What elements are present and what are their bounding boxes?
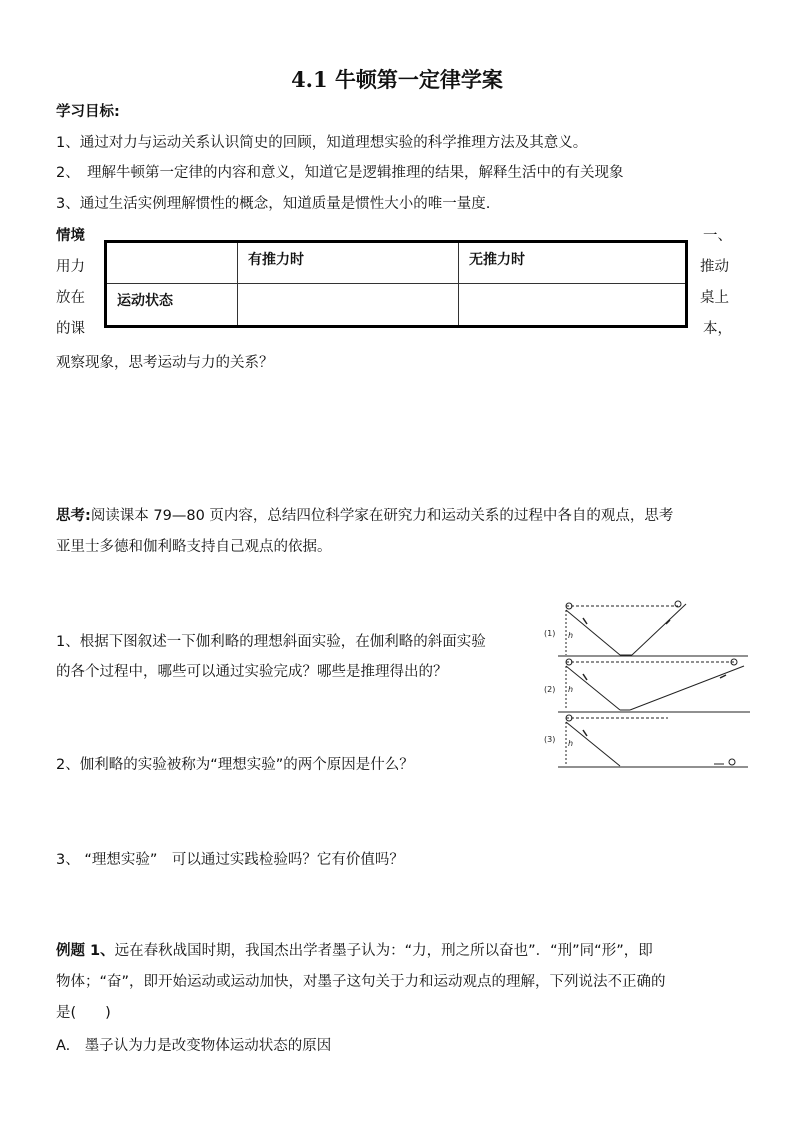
- scenario-right-3: 桌上: [700, 290, 729, 306]
- objective-3: 3、通过生活实例理解惯性的概念，知道质量是惯性大小的唯一量度.: [56, 196, 491, 212]
- objective-2: 2、 理解牛顿第一定律的内容和意义，知道它是逻辑推理的结果，解释生活中的有关现象: [56, 165, 624, 181]
- table-row-label: 运动状态: [106, 284, 238, 327]
- question-1-line-1: 1、根据下图叙述一下伽利略的理想斜面实验，在伽利略的斜面实验: [56, 634, 486, 650]
- panel-2-right-slope: [630, 666, 744, 710]
- scenario-right-1: 一、: [703, 228, 732, 244]
- think-label: 思考:: [56, 508, 91, 524]
- panel-1-left-slope: [566, 610, 620, 655]
- panel-3-ball-end: [729, 759, 735, 765]
- objective-1: 1、通过对力与运动关系认识简史的回顾，知道理想实验的科学推理方法及其意义。: [56, 135, 588, 151]
- think-text: 阅读课本 79—80 页内容，总结四位科学家在研究力和运动关系的过程中各自的观点，思考: [90, 508, 674, 524]
- panel-1-arrow-down: [583, 618, 587, 624]
- page-title: 4.1 牛顿第一定律学案: [291, 67, 503, 92]
- scenario-tail: 观察现象，思考运动与力的关系？: [56, 355, 274, 371]
- example-line-3: 是( ): [56, 1005, 111, 1021]
- galileo-incline-figure: [538, 598, 752, 772]
- table-header-with-force: 有推力时: [238, 242, 459, 284]
- panel-2-height-symbol: h: [568, 685, 574, 694]
- panel-3-label: (3): [544, 735, 556, 744]
- scenario-left-2: 用力: [56, 259, 85, 275]
- panel-1-right-slope: [632, 604, 686, 655]
- example-option-a[interactable]: A. 墨子认为力是改变物体运动状态的原因: [56, 1038, 332, 1054]
- scenario-right-2: 推动: [700, 259, 729, 275]
- scenario-right-4: 本，: [703, 321, 732, 337]
- question-1-line-2: 的各个过程中，哪些可以通过实验完成？哪些是推理得出的？: [56, 664, 448, 680]
- question-3: 3、 “理想实验” 可以通过实践检验吗？它有价值吗？: [56, 852, 404, 868]
- question-2: 2、伽利略的实验被称为“理想实验”的两个原因是什么？: [56, 757, 414, 773]
- panel-2-arrow-down: [583, 674, 587, 680]
- think-line-2: 亚里士多德和伽利略支持自己观点的依据。: [56, 539, 332, 555]
- table-header-blank: [106, 242, 238, 284]
- panel-3-height-symbol: h: [568, 739, 574, 748]
- panel-2-label: (2): [544, 685, 556, 694]
- panel-1-height-symbol: h: [568, 631, 574, 640]
- motion-state-table: [104, 240, 688, 328]
- example-label: 例题 1、: [56, 943, 115, 959]
- example-text: 远在春秋战国时期，我国杰出学者墨子认为：“力，刑之所以奋也”．“刑”同“形”，即: [114, 943, 653, 959]
- objectives-heading: 学习目标:: [56, 104, 120, 120]
- table-header-without-force: 无推力时: [459, 242, 687, 284]
- example-line-2: 物体；“奋”，即开始运动或运动加快，对墨子这句关于力和运动观点的理解，下列说法不正确的: [56, 974, 666, 990]
- example-line-1: [56, 939, 653, 960]
- panel-3-arrow-down: [583, 730, 587, 736]
- scenario-left-1: 情境: [56, 228, 85, 244]
- table-cell-without-force[interactable]: [459, 284, 687, 327]
- scenario-left-4: 的课: [56, 321, 85, 337]
- scenario-left-3: 放在: [56, 290, 85, 306]
- panel-2-left-slope: [566, 666, 620, 710]
- panel-3-slope: [566, 722, 620, 766]
- panel-1-label: (1): [544, 629, 556, 638]
- table-cell-with-force[interactable]: [238, 284, 459, 327]
- think-line-1: [56, 504, 673, 525]
